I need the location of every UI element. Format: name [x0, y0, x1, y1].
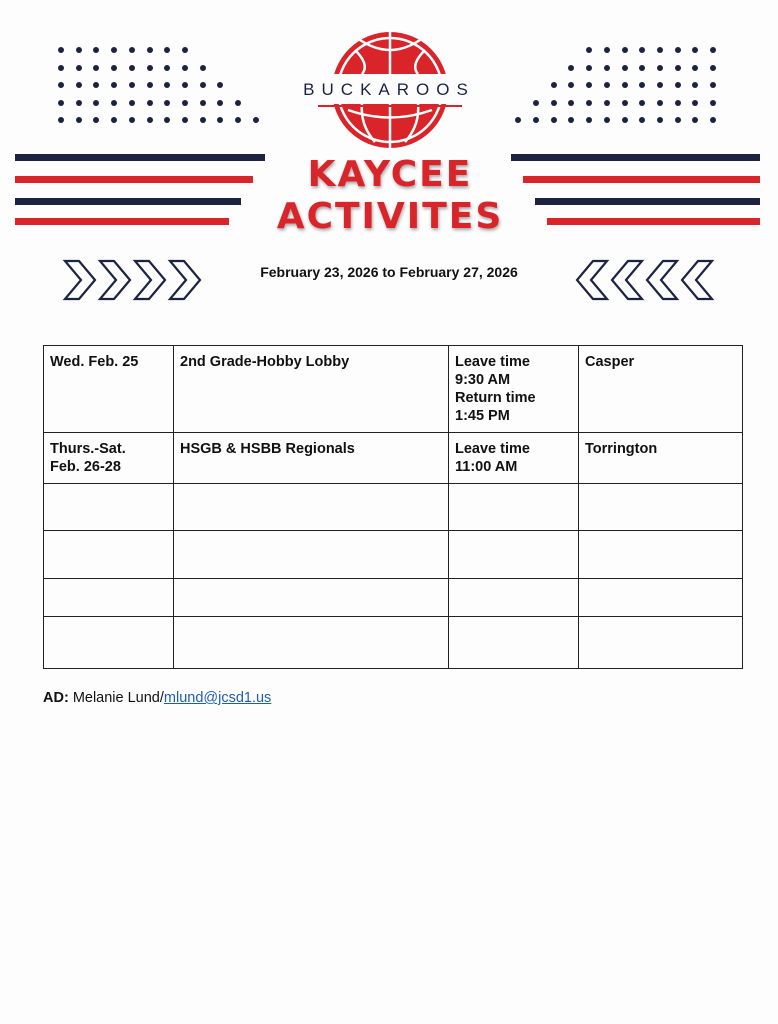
time-cell-line: Return time [455, 390, 536, 406]
title-line-2: ACTIVITES [276, 196, 504, 237]
dot [568, 65, 574, 71]
dot [93, 82, 99, 88]
location-cell [579, 531, 743, 579]
time-cell [449, 346, 579, 433]
date-cell-line: Thurs.-Sat. [50, 441, 126, 457]
dot [93, 47, 99, 53]
dot [58, 47, 64, 53]
location-cell-line: Torrington [585, 441, 658, 457]
date-cell [44, 433, 174, 484]
stripe-left-2 [15, 176, 253, 183]
dot [568, 100, 574, 106]
time-cell [449, 579, 579, 617]
dot [200, 117, 206, 123]
dot [147, 82, 153, 88]
dot [551, 82, 557, 88]
date-cell-line: Wed. Feb. 25 [50, 354, 139, 370]
dot [604, 82, 610, 88]
time-cell [449, 531, 579, 579]
dot [164, 65, 170, 71]
dot [93, 117, 99, 123]
date-cell [44, 484, 174, 531]
table-row [44, 579, 743, 617]
dot [76, 117, 82, 123]
dot [111, 117, 117, 123]
event-cell [174, 484, 449, 531]
dot [129, 100, 135, 106]
location-cell [579, 484, 743, 531]
dot [622, 82, 628, 88]
date-cell [44, 579, 174, 617]
stripe-right-1 [511, 154, 760, 161]
dot [515, 117, 521, 123]
dot [675, 47, 681, 53]
stripe-right-4 [547, 218, 760, 225]
event-cell-line: HSGB & HSBB Regionals [180, 441, 355, 457]
table-row [44, 484, 743, 531]
dot [604, 117, 610, 123]
dot [657, 100, 663, 106]
dot [147, 117, 153, 123]
dot [622, 117, 628, 123]
dot [692, 65, 698, 71]
dot [129, 82, 135, 88]
ad-email-link[interactable]: mlund@jcsd1.us [163, 690, 272, 706]
time-cell-line: Leave time [455, 441, 530, 457]
dot [58, 117, 64, 123]
athletic-director-contact [43, 690, 271, 706]
dot [586, 82, 592, 88]
time-cell [449, 433, 579, 484]
date-cell-line: Feb. 26-28 [50, 459, 121, 475]
dot [639, 100, 645, 106]
dot [217, 82, 223, 88]
table-row [44, 346, 743, 433]
time-cell-line: Leave time [455, 354, 530, 370]
dot [533, 117, 539, 123]
dot [147, 65, 153, 71]
location-cell-line: Casper [585, 354, 635, 370]
event-cell [174, 579, 449, 617]
dot [182, 82, 188, 88]
dot [586, 65, 592, 71]
chevrons-left-icon [570, 258, 715, 302]
dot [675, 117, 681, 123]
dot [164, 117, 170, 123]
stripe-right-2 [523, 176, 760, 183]
dot [710, 47, 716, 53]
dot [147, 47, 153, 53]
dot [111, 47, 117, 53]
brand-name: BUCKAROOS [303, 80, 475, 99]
dot [182, 117, 188, 123]
dot [111, 100, 117, 106]
event-cell [174, 617, 449, 669]
dot [692, 100, 698, 106]
dot [200, 100, 206, 106]
dot [710, 65, 716, 71]
location-cell [579, 617, 743, 669]
dot [586, 117, 592, 123]
dot [93, 65, 99, 71]
dot [111, 65, 117, 71]
time-cell [449, 617, 579, 669]
dot [235, 117, 241, 123]
dot [692, 47, 698, 53]
dot [58, 82, 64, 88]
dot [622, 100, 628, 106]
ad-name: Melanie Lund/ [72, 690, 164, 706]
dot [111, 82, 117, 88]
dot [657, 47, 663, 53]
dot [604, 47, 610, 53]
dot [76, 47, 82, 53]
dot [217, 100, 223, 106]
dot [710, 117, 716, 123]
dot [164, 82, 170, 88]
title-line-1: KAYCEE [307, 154, 473, 195]
dot [93, 100, 99, 106]
date-range: February 23, 2026 to February 27, 2026 [260, 264, 518, 280]
dot [675, 82, 681, 88]
stripe-right-3 [535, 198, 760, 205]
stripe-left-4 [15, 218, 229, 225]
dot [710, 82, 716, 88]
dot [657, 117, 663, 123]
event-cell-line: 2nd Grade-Hobby Lobby [180, 354, 350, 370]
dot [675, 100, 681, 106]
time-cell-line: 1:45 PM [455, 408, 510, 424]
dot [147, 100, 153, 106]
location-cell [579, 433, 743, 484]
time-cell [449, 484, 579, 531]
dot [657, 65, 663, 71]
time-cell-line: 11:00 AM [455, 459, 518, 475]
dot [200, 82, 206, 88]
dot [657, 82, 663, 88]
dot [76, 82, 82, 88]
dot [76, 65, 82, 71]
dot [639, 65, 645, 71]
dot [551, 117, 557, 123]
dot [129, 65, 135, 71]
dot [182, 47, 188, 53]
dot [129, 47, 135, 53]
dot [586, 47, 592, 53]
dot [692, 117, 698, 123]
dot [622, 47, 628, 53]
dot [639, 117, 645, 123]
dot [551, 100, 557, 106]
dot [200, 65, 206, 71]
dot [622, 65, 628, 71]
time-cell-line: 9:30 AM [455, 372, 511, 388]
table-row [44, 617, 743, 669]
event-cell [174, 346, 449, 433]
date-cell [44, 617, 174, 669]
dot [253, 117, 259, 123]
dot [604, 65, 610, 71]
location-cell [579, 346, 743, 433]
dot [692, 82, 698, 88]
event-cell [174, 433, 449, 484]
stripe-left-1 [15, 154, 265, 161]
dot [235, 100, 241, 106]
dot [58, 100, 64, 106]
dot [58, 65, 64, 71]
date-cell [44, 346, 174, 433]
dot [182, 100, 188, 106]
table-row [44, 531, 743, 579]
dot [217, 117, 223, 123]
dot [533, 100, 539, 106]
dot [76, 100, 82, 106]
table-row [44, 433, 743, 484]
dot [586, 100, 592, 106]
dot [568, 117, 574, 123]
stripe-left-3 [15, 198, 241, 205]
location-cell [579, 579, 743, 617]
dot [568, 82, 574, 88]
dot [164, 47, 170, 53]
dot [639, 82, 645, 88]
ad-label: AD: [43, 690, 69, 706]
dot [129, 117, 135, 123]
chevrons-right-icon [62, 258, 207, 302]
dot [710, 100, 716, 106]
event-cell [174, 531, 449, 579]
dot [182, 65, 188, 71]
dot [639, 47, 645, 53]
activities-table [43, 345, 743, 669]
dot [604, 100, 610, 106]
date-cell [44, 531, 174, 579]
dot [675, 65, 681, 71]
dot [164, 100, 170, 106]
